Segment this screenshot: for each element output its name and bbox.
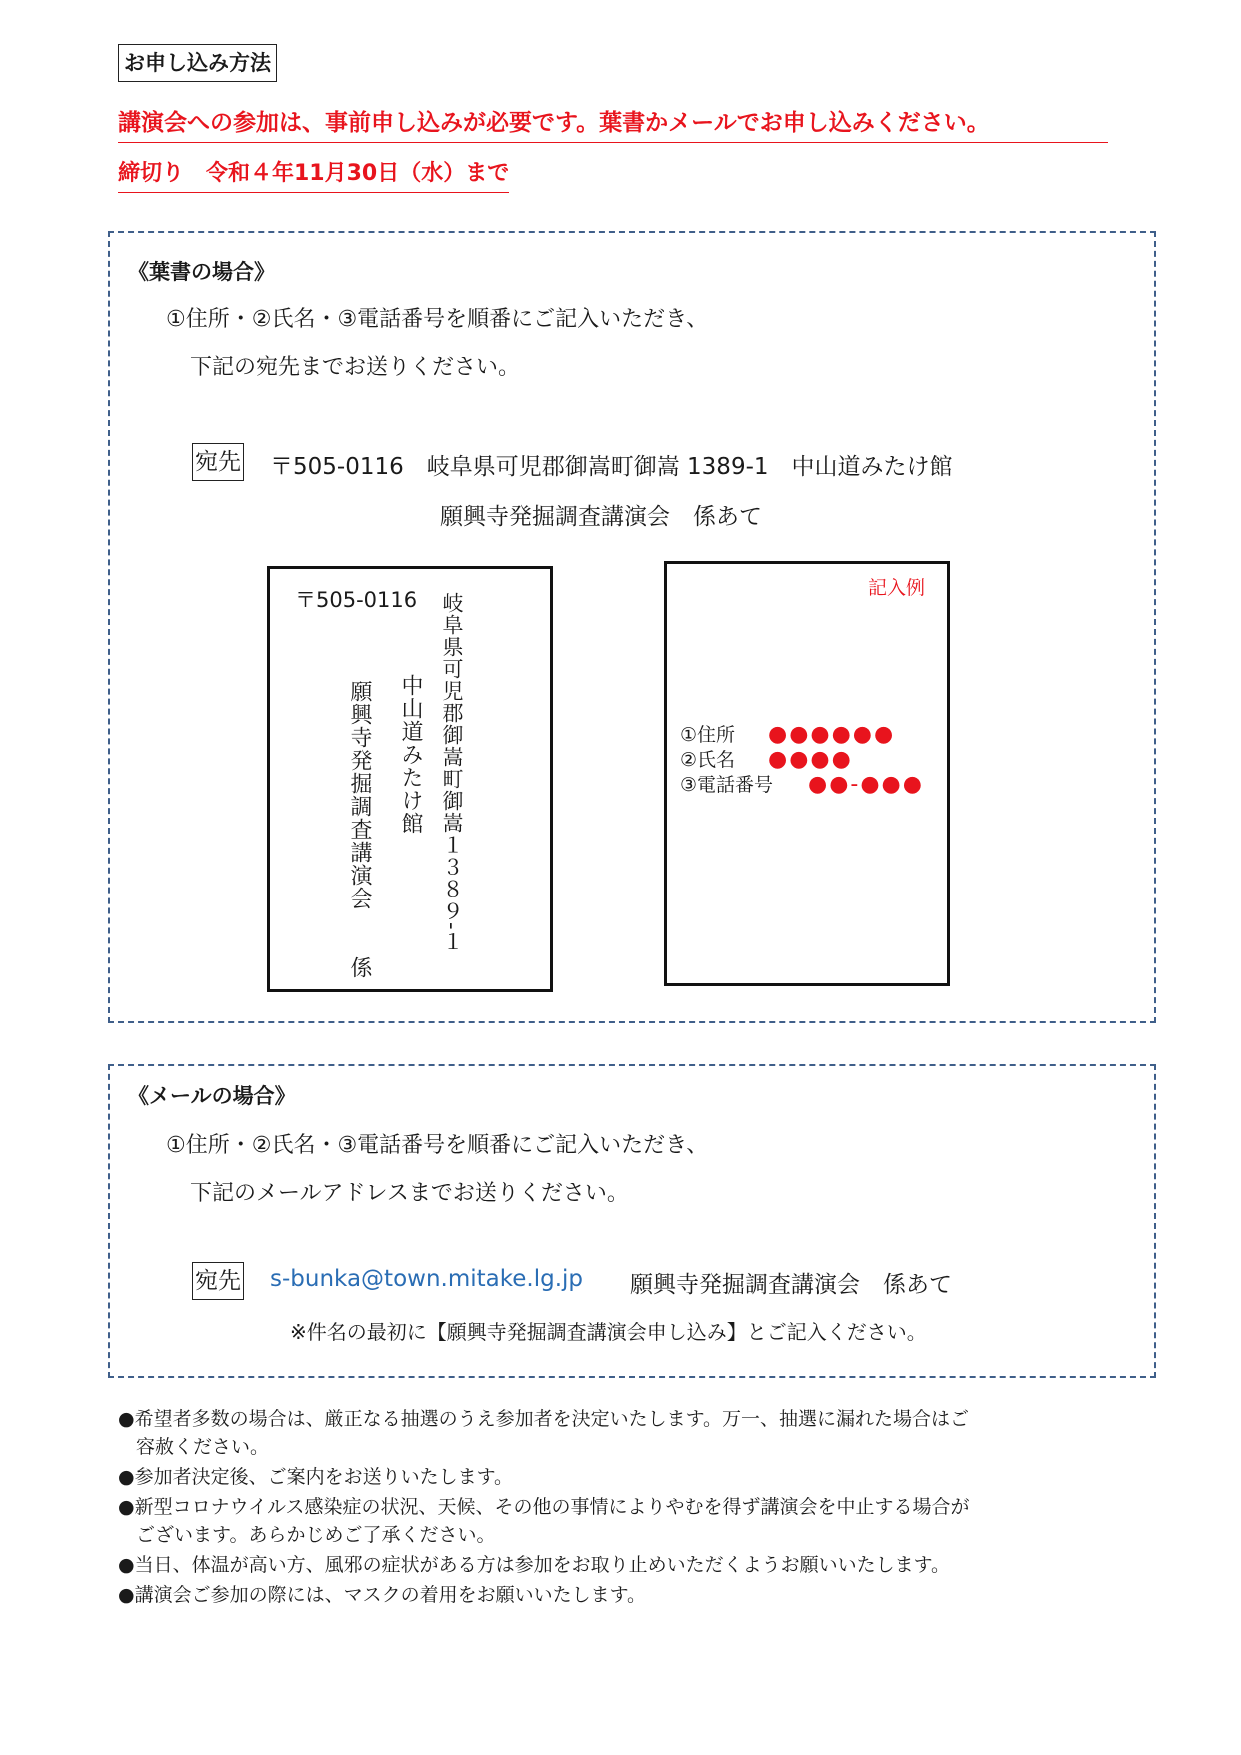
field-label: ①住所 (680, 724, 736, 746)
field-value-dots: ●●●● (768, 747, 853, 772)
postcard-address-line-2: 願興寺発掘調査講演会 係あて (440, 504, 762, 530)
note-line-continued: ございます。あらかじめご了承ください。 (136, 1524, 496, 1546)
email-address-link[interactable]: s-bunka@town.mitake.lg.jp (270, 1266, 583, 1292)
note-item (118, 1493, 1118, 1549)
note-line: ●新型コロナウイルス感染症の状況、天候、その他の事情によりやむを得ず講演会を中止する場合が (118, 1496, 970, 1518)
postcard-recipient-column: 願興寺発掘調査講演会 係 (347, 680, 372, 979)
postcard-building-column: 中山道みたけ館 (398, 674, 423, 835)
email-instruction-2: 下記のメールアドレスまでお送りください。 (190, 1181, 629, 1206)
postcard-instruction-2: 下記の宛先までお送りください。 (190, 355, 521, 380)
example-field-phone (680, 773, 924, 797)
email-instruction-1: ①住所・②氏名・③電話番号を順番にご記入いただき、 (166, 1133, 709, 1158)
example-field-name (680, 748, 853, 772)
email-section-title: 《メールの場合》 (128, 1084, 296, 1108)
note-line: ●参加者決定後、ご案内をお送りいたします。 (118, 1466, 514, 1488)
example-label: 記入例 (868, 577, 926, 599)
field-value-dots: ●●●●●● (768, 722, 896, 747)
field-label: ②氏名 (680, 749, 736, 771)
note-line-continued: 容赦ください。 (136, 1436, 270, 1458)
postcard-address-label: 宛先 (192, 443, 244, 481)
note-item (118, 1551, 1118, 1579)
field-value-dots: ●●-●●● (808, 772, 924, 797)
postcard-instruction-1: ①住所・②氏名・③電話番号を順番にご記入いただき、 (166, 307, 709, 332)
postcard-address-column: 岐阜県可児郡御嵩町御嵩１３８９‐１ (440, 592, 464, 953)
page-title: お申し込み方法 (118, 44, 277, 82)
notes-list (118, 1405, 1118, 1609)
note-item (118, 1405, 1118, 1461)
email-address-label: 宛先 (192, 1262, 244, 1300)
note-item (118, 1463, 1118, 1491)
postcard-section-title: 《葉書の場合》 (128, 260, 275, 284)
field-label: ③電話番号 (680, 774, 774, 796)
deadline-notice: 締切り 令和４年11月30日（水）まで (118, 156, 509, 193)
note-item (118, 1581, 1118, 1609)
postcard-postal-code: 〒505-0116 (295, 588, 418, 612)
note-line: ●講演会ご参加の際には、マスクの着用をお願いいたします。 (118, 1584, 647, 1606)
registration-notice: 講演会への参加は、事前申し込みが必要です。葉書かメールでお申し込みください。 (118, 104, 1108, 143)
note-line: ●希望者多数の場合は、厳正なる抽選のうえ参加者を決定いたします。万一、抽選に漏れた場合はご (118, 1408, 970, 1430)
note-line: ●当日、体温が高い方、風邪の症状がある方は参加をお取り止めいただくようお願いいたします。 (118, 1554, 951, 1576)
email-subject-note: ※件名の最初に【願興寺発掘調査講演会申し込み】とご記入ください。 (290, 1320, 927, 1344)
example-field-address (680, 723, 895, 747)
postcard-address-line-1: 〒505-0116 岐阜県可児郡御嵩町御嵩 1389-1 中山道みたけ館 (270, 454, 953, 480)
email-recipient: 願興寺発掘調査講演会 係あて (630, 1272, 952, 1298)
